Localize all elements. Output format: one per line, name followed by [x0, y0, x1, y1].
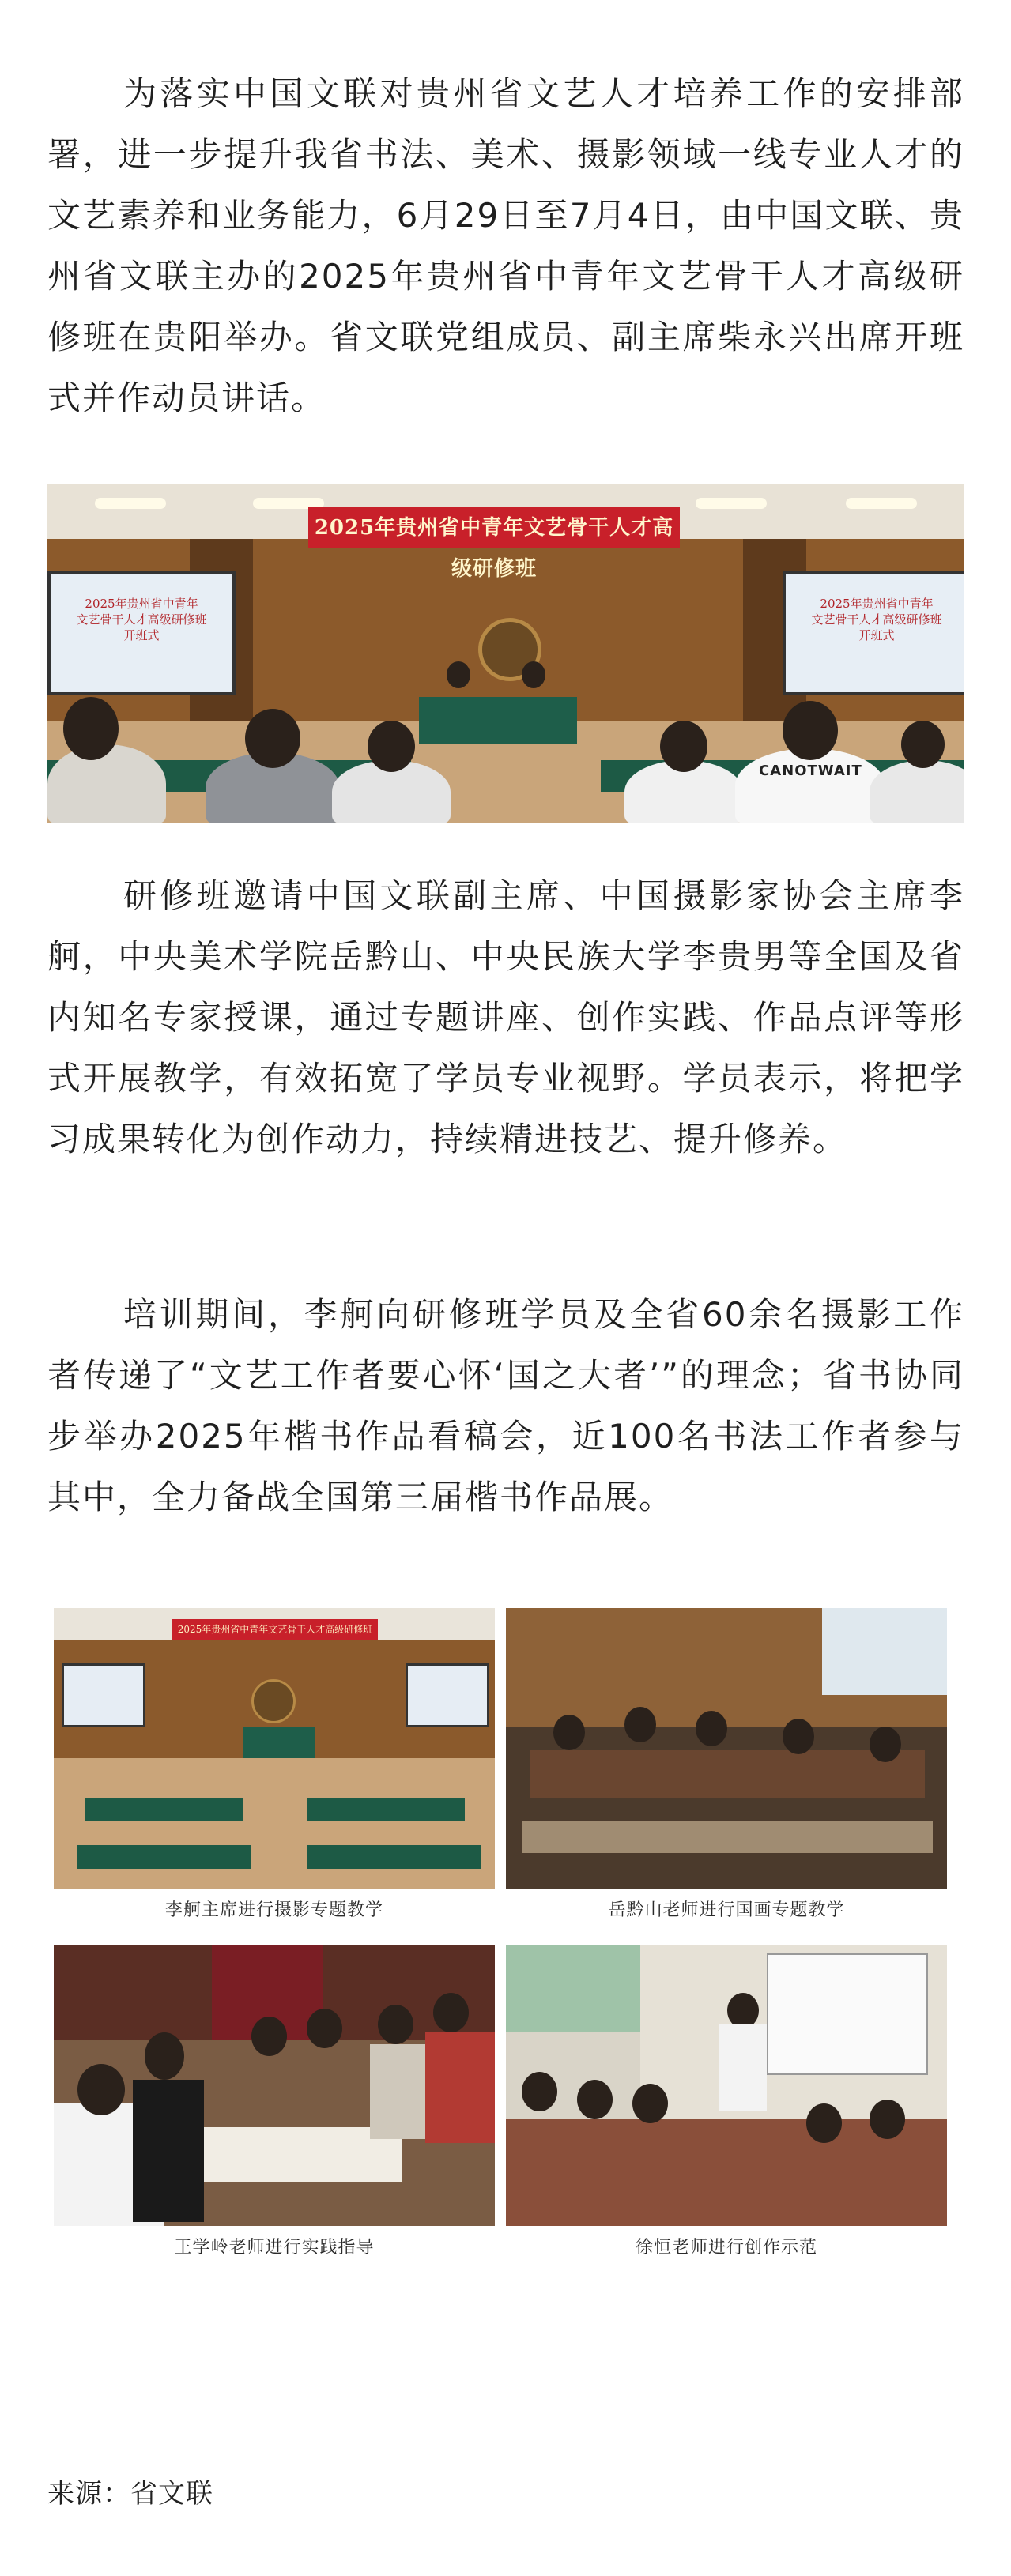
paragraph-instructors: 研修班邀请中国文联副主席、中国摄影家协会主席李舸，中央美术学院岳黔山、中央民族大学李贵男等全国及省内知名专家授课，通过专题讲座、创作实践、作品点评等形式开展教学，有效拓宽了学员专业视野。学员表示，将把学习成果转化为创作动力，持续精进技艺、提升修养。 — [47, 876, 964, 1158]
shirt-text: CANOTWAIT — [759, 763, 862, 779]
podium-table — [419, 697, 577, 744]
paragraph-intro: 为落实中国文联对贵州省文艺人才培养工作的安排部署，进一步提升我省书法、美术、摄影领域一线专业人才的文艺素养和业务能力，6月29日至7月4日，由中国文联、贵州省文联主办的2025年贵州省中青年文艺骨干人才高级研修班在贵阳举办。省文联党组成员、副主席柴永兴出席开班式并作动员讲话。 — [47, 74, 964, 417]
practice-guidance-photo — [54, 1945, 495, 2226]
screen-text: 2025年贵州省中青年 文艺骨干人才高级研修班 开班式 — [76, 597, 207, 642]
opening-ceremony-photo — [47, 484, 964, 823]
paragraph-training: 培训期间，李舸向研修班学员及全省60余名摄影工作者传递了“文艺工作者要心怀‘国之大者’”的理念；省书协同步举办2025年楷书作品看稿会，近100名书法工作者参与其中，全力备战全国第三届楷书作品展。 — [47, 1295, 964, 1516]
caption-photography-lecture: 李舸主席进行摄影专题教学 — [164, 1900, 383, 1920]
right-screen — [783, 571, 964, 695]
creative-demo-photo — [506, 1945, 947, 2226]
red-banner: 2025年贵州省中青年文艺骨干人才高级研修班 — [308, 507, 680, 548]
screen-text: 2025年贵州省中青年 文艺骨干人才高级研修班 开班式 — [811, 597, 942, 642]
left-screen — [47, 571, 236, 695]
red-banner: 2025年贵州省中青年文艺骨干人才高级研修班 — [172, 1619, 378, 1640]
photography-lecture-photo — [54, 1608, 495, 1889]
caption-practice-guidance: 王学岭老师进行实践指导 — [174, 2238, 375, 2258]
caption-creative-demo: 徐恒老师进行创作示范 — [635, 2238, 817, 2258]
caption-painting-lecture: 岳黔山老师进行国画专题教学 — [608, 1900, 845, 1920]
source-credit: 来源：省文联 — [47, 2478, 213, 2510]
painting-lecture-photo — [506, 1608, 947, 1889]
